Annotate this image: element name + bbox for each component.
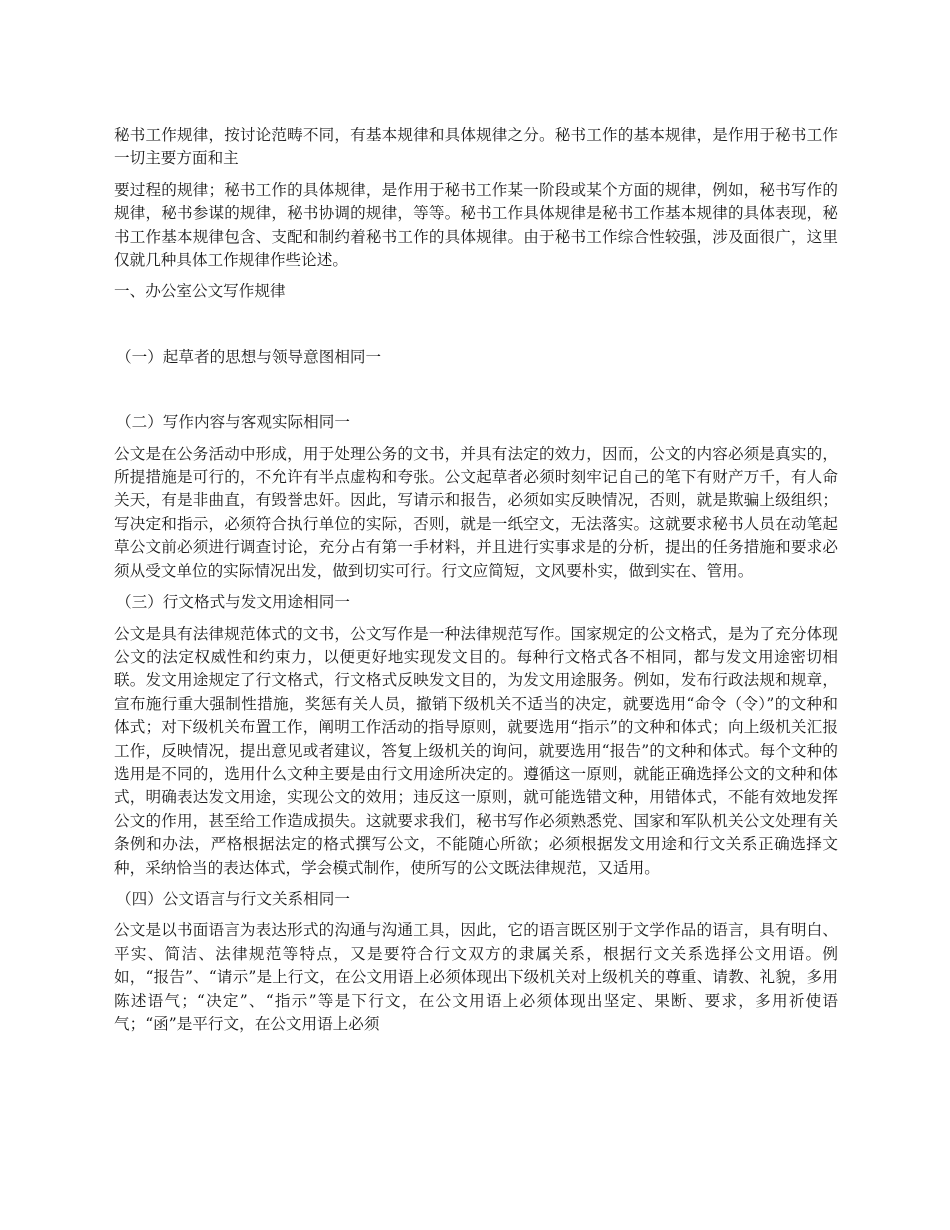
paragraph-gap <box>114 583 838 591</box>
subsection-heading: （二）写作内容与客观实际相同一 <box>116 413 350 432</box>
body-paragraph: 秘书工作规律，按讨论范畴不同，有基本规律和具体规律之分。秘书工作的基本规律，是作用于秘书工作一切主要方面和主 <box>114 126 838 168</box>
document-page <box>114 124 838 1036</box>
subsection-heading: （三）行文格式与发文用途相同一 <box>116 593 350 612</box>
body-paragraph: 公文是具有法律规范体式的文书，公文写作是一种法律规范写作。国家规定的公文格式，是为了充分体现公文的法定权威性和约束力，以便更好地实现发文目的。每种行文格式各不相同，都与发文用途密切相联。发文用途规定了行文格式，行文格式反映发文目的，为发文用途服务。例如，发布行政法规和规章，宣布施行重大强制性措施，奖惩有关人员，撤销下级机关不适当的决定，就要选用“命令（令）”的文种和体式；对下级机关布置工作，阐明工作活动的指导原则，就要选用“指示”的文种和体式；向上级机关汇报工作，反映情况，提出意见或者建议，答复上级机关的询问，就要选用“报告”的文种和体式。每个文种的选用是不同的，选用什么文种主要是由行文用途所决定的。遵循这一原则，就能正确选择公文的文种和体式，明确表达发文用途，实现公文的效用；违反这一原则，就可能选错文种，用错体式，不能有效地发挥公文的作用，甚至给工作造成损失。这就要求我们，秘书写作必须熟悉党、国家和军队机关公文处理有关条例和办法，严格根据法定的格式撰写公文，不能随心所欲；必须根据发文用途和行文关系正确选择文种，采纳恰当的表达体式，学会模式制作，使所写的公文既法律规范，又适用。 <box>114 624 838 877</box>
paragraph-gap <box>114 171 838 179</box>
subsection-heading: （一）起草者的思想与领导意图相同一 <box>116 347 382 366</box>
paragraph-gap <box>114 272 838 280</box>
paragraph-gap <box>114 369 838 411</box>
paragraph-gap <box>114 911 838 919</box>
body-paragraph: 公文是在公务活动中形成，用于处理公务的文书，并具有法定的效力，因而，公文的内容必须是真实的，所提措施是可行的，不允许有半点虚构和夸张。公文起草者必须时刻牢记自己的笔下有财产万千，有人命关天，有是非曲直，有毁誉忠奸。因此，写请示和报告，必须如实反映情况，否则，就是欺骗上级组织；写决定和指示，必须符合执行单位的实际，否则，就是一纸空文，无法落实。这就要求秘书人员在动笔起草公文前必须进行调查讨论，充分占有第一手材料，并且进行实事求是的分析，提出的任务措施和要求必须从受文单位的实际情况出发，做到切实可行。行文应简短，文风要朴实，做到实在、管用。 <box>114 444 838 580</box>
paragraph-gap <box>114 304 838 346</box>
body-paragraph: 公文是以书面语言为表达形式的沟通与沟通工具，因此，它的语言既区别于文学作品的语言，具有明白、平实、简洁、法律规范等特点，又是要符合行文双方的隶属关系，根据行文关系选择公文用语。例如，“报告”、“请示”是上行文，在公文用语上必须体现出下级机关对上级机关的尊重、请教、礼貌，多用陈述语气；“决定”、“指示”等是下行文，在公文用语上必须体现出坚定、果断、要求，多用祈使语气；“函”是平行文，在公文用语上必须 <box>114 921 838 1033</box>
paragraph-gap <box>114 880 838 888</box>
paragraph-gap <box>114 435 838 443</box>
paragraph-gap <box>114 615 838 623</box>
section-heading: 一、办公室公文写作规律 <box>114 282 286 301</box>
subsection-heading: （四）公文语言与行文关系相同一 <box>116 889 350 908</box>
body-paragraph: 要过程的规律；秘书工作的具体规律，是作用于秘书工作某一阶段或某个方面的规律，例如，秘书写作的规律，秘书参谋的规律，秘书协调的规律，等等。秘书工作具体规律是秘书工作基本规律的具体表现，秘书工作基本规律包含、支配和制约着秘书工作的具体规律。由于秘书工作综合性较强，涉及面很广，这里仅就几种具体工作规律作些论述。 <box>114 180 838 270</box>
